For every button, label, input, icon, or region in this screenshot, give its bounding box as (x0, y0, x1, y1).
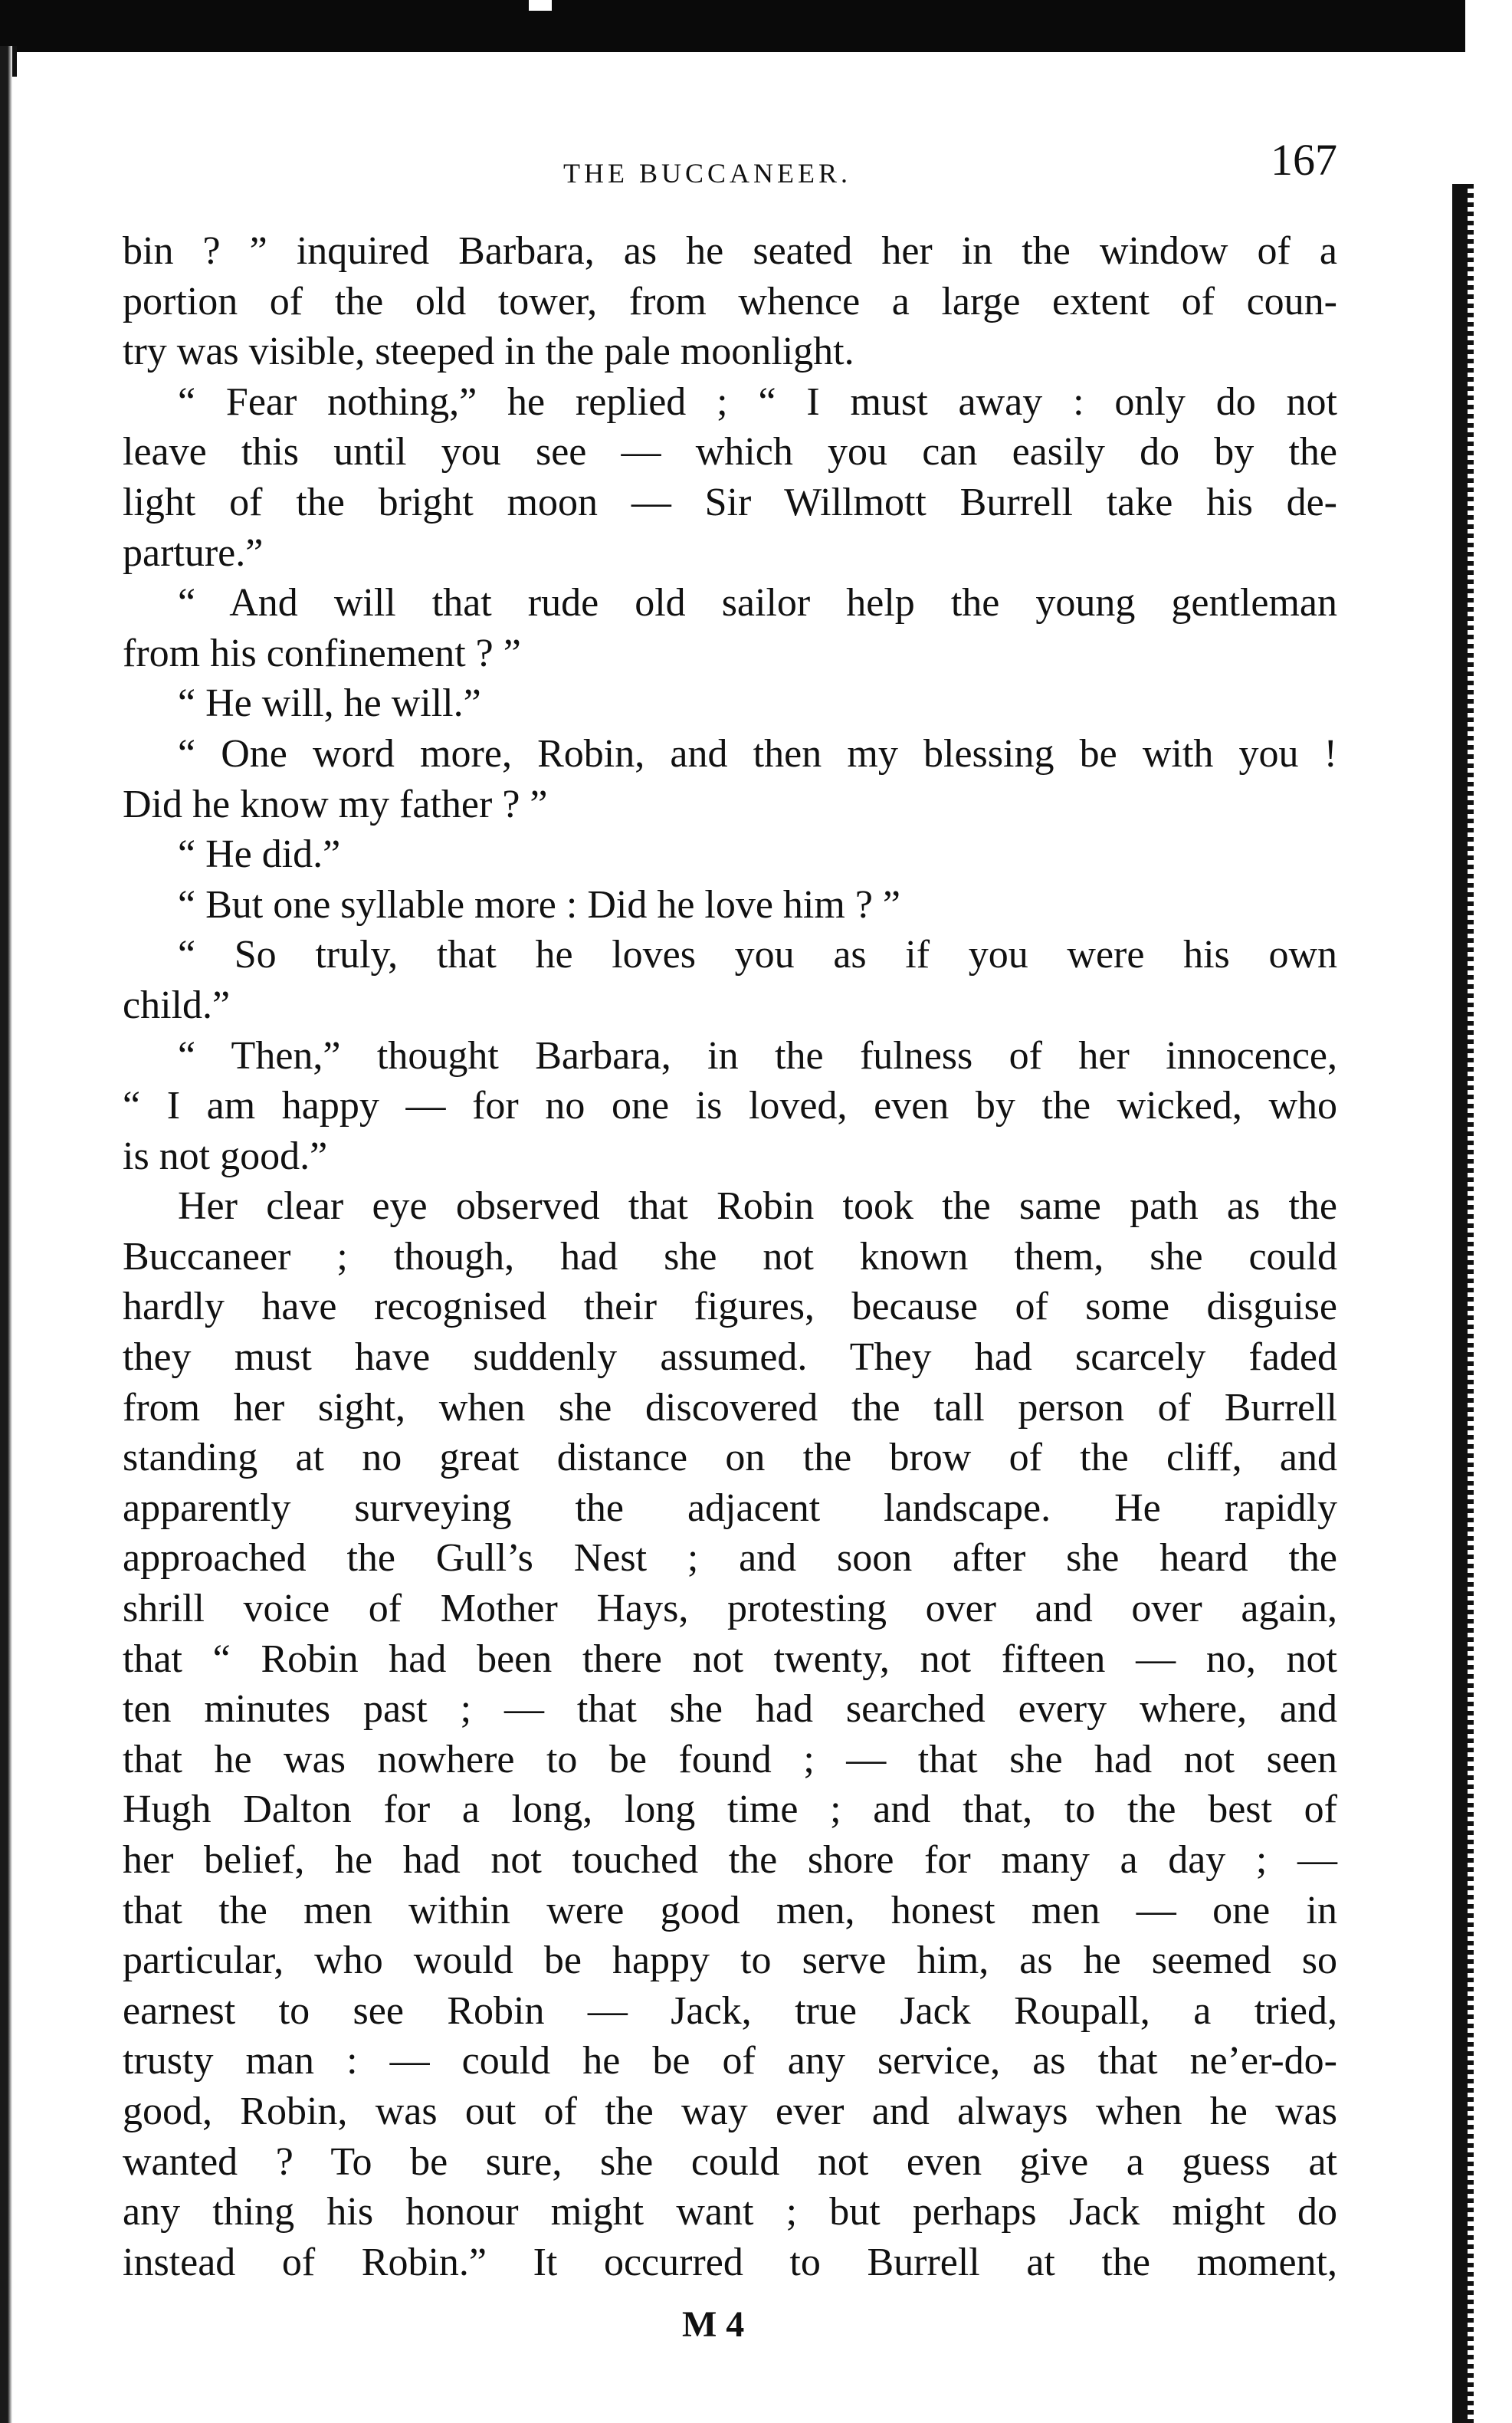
text-line: earnest to see Robin — Jack, true Jack Roupall, a tried, (123, 1988, 1337, 2033)
text-line: from his confinement ? ” (123, 631, 521, 675)
text-line: that he was nowhere to be found ; — that she had not seen (123, 1737, 1337, 1781)
top-border-notch (529, 0, 552, 11)
text-line: child.” (123, 983, 231, 1027)
left-edge-mark (12, 46, 17, 77)
text-line: any thing his honour might want ; but perhaps Jack might do (123, 2190, 1337, 2234)
right-page-edge (1451, 184, 1512, 2423)
text-line: “ He will, he will.” (178, 681, 481, 726)
text-line: that “ Robin had been there not twenty, not fifteen — no, not (123, 1637, 1337, 1681)
text-line: instead of Robin.” It occurred to Burrell at the moment, (123, 2240, 1337, 2284)
text-line: try was visible, steeped in the pale moonlight. (123, 330, 854, 374)
text-line: “ Fear nothing,” he replied ; “ I must away : only do not (178, 379, 1337, 424)
running-head: THE BUCCANEER. (563, 158, 851, 189)
text-line: wanted ? To be sure, she could not even give a guess at (123, 2139, 1337, 2184)
text-line: her belief, he had not touched the shore for many a day ; — (123, 1838, 1337, 1882)
text-line: “ He did.” (178, 832, 341, 877)
text-line: Did he know my father ? ” (123, 782, 548, 826)
text-line: is not good.” (123, 1134, 328, 1178)
text-line: hardly have recognised their figures, because of some disguise (123, 1285, 1337, 1329)
text-line: bin ? ” inquired Barbara, as he seated her in the window of a (123, 229, 1337, 273)
text-line: “ One word more, Robin, and then my blessing be with you ! (178, 731, 1337, 776)
text-line: “ And will that rude old sailor help the young gentleman (178, 581, 1337, 625)
text-line: light of the bright moon — Sir Willmott Burrell take his de- (123, 480, 1337, 524)
text-line: approached the Gull’s Nest ; and soon after she heard the (123, 1536, 1337, 1581)
text-line: apparently surveying the adjacent landscape. He rapidly (123, 1486, 1337, 1530)
body-text (123, 226, 1337, 2287)
text-line: from her sight, when she discovered the tall person of Burrell (123, 1385, 1337, 1430)
text-line: standing at no great distance on the brow of the cliff, and (123, 1436, 1337, 1480)
text-line: good, Robin, was out of the way ever and always when he was (123, 2089, 1337, 2133)
page-number: 167 (1271, 135, 1337, 185)
printer-signature: M 4 (682, 2304, 745, 2345)
text-line: “ So truly, that he loves you as if you were his own (178, 933, 1337, 977)
text-line: ten minutes past ; — that she had searched every where, and (123, 1687, 1337, 1732)
text-line: trusty man : — could he be of any service, as that ne’er-do- (123, 2039, 1337, 2083)
text-line: shrill voice of Mother Hays, protesting over and over again, (123, 1587, 1337, 1631)
text-line: Her clear eye observed that Robin took the same path as the (178, 1184, 1337, 1229)
text-line: “ But one syllable more : Did he love him ? ” (178, 882, 900, 927)
text-line: Hugh Dalton for a long, long time ; and that, to the best of (123, 1788, 1337, 1832)
text-line: portion of the old tower, from whence a large extent of coun- (123, 279, 1337, 323)
top-border-rule (0, 0, 1465, 52)
text-line: “ Then,” thought Barbara, in the fulness of her innocence, (178, 1033, 1337, 1078)
text-line: leave this until you see — which you can easily do by the (123, 430, 1337, 474)
text-line: “ I am happy — for no one is loved, even by the wicked, who (123, 1084, 1337, 1128)
page-header (123, 134, 1337, 203)
text-line: they must have suddenly assumed. They had scarcely faded (123, 1335, 1337, 1380)
left-page-edge (0, 46, 12, 2423)
text-line: parture.” (123, 530, 264, 575)
text-line: that the men within were good men, honest men — one in (123, 1888, 1337, 1932)
text-line: particular, who would be happy to serve him, as he seemed so (123, 1939, 1337, 1983)
text-line: Buccaneer ; though, had she not known them, she could (123, 1234, 1337, 1279)
